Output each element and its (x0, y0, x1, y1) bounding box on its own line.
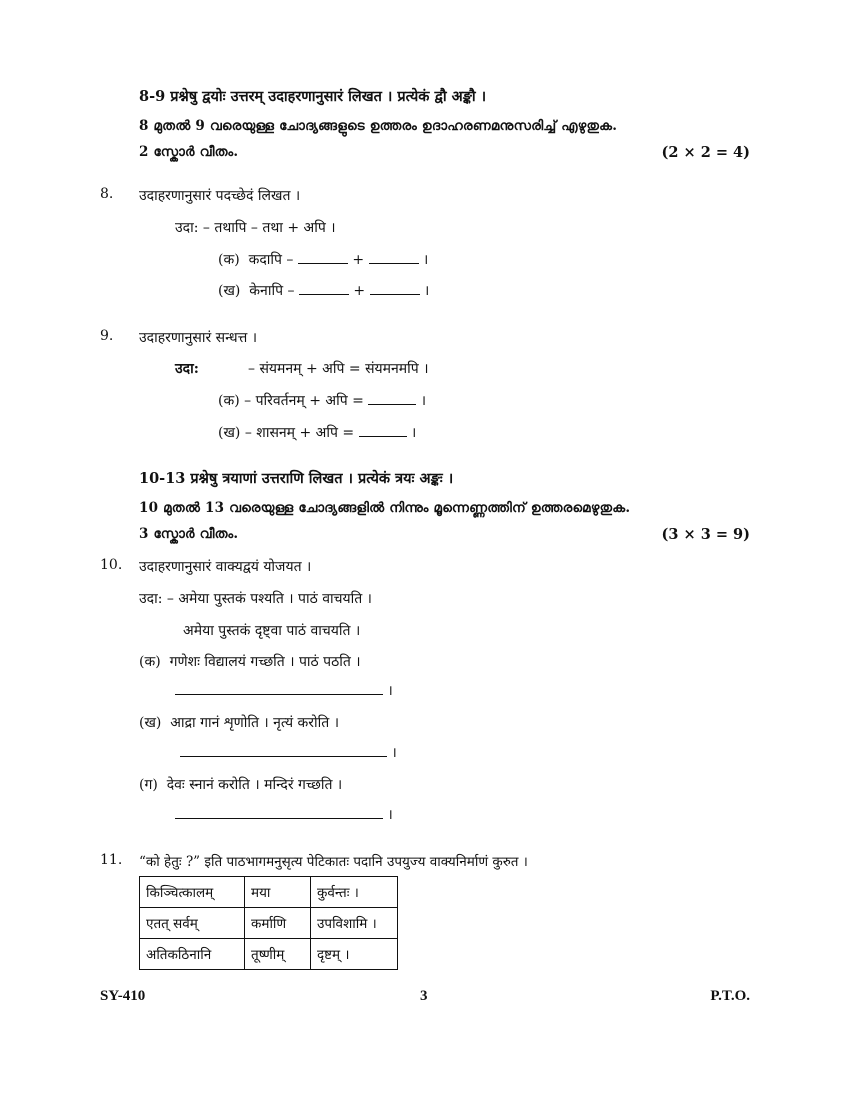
question-10-example-line1: उदा: – अमेया पुस्तकं पश्यति । पाठं वाचयति । (139, 591, 372, 607)
question-10-example-line2: अमेया पुस्तकं दृष्ट्वा पाठं वाचयति । (183, 623, 361, 639)
table-cell: कुर्वन्तः । (311, 877, 398, 908)
question-8-number: 8. (100, 186, 114, 202)
question-11-number: 11. (100, 852, 123, 868)
table-cell: उपविशामि । (311, 908, 398, 939)
question-9-option-b (218, 423, 416, 442)
danda: । (391, 745, 397, 761)
answer-blank[interactable] (298, 251, 348, 264)
question-8-text: उदाहरणानुसारं पदच्छेदं लिखत । (139, 188, 301, 204)
option-label: (ख) (218, 283, 241, 299)
option-label: (ख) (218, 425, 241, 441)
question-9-option-a (218, 391, 426, 410)
table-cell: किञ्चित्कालम् (140, 877, 245, 908)
section-a-marks: (2 × 2 = 4) (661, 144, 750, 161)
question-8-option-a (218, 250, 428, 269)
plus-sign: + (353, 283, 366, 299)
option-text: देवः स्नानं करोति । मन्दिरं गच्छति । (166, 777, 343, 793)
question-9-example-label: उदा: (175, 361, 199, 377)
answer-blank[interactable] (175, 806, 383, 819)
option-text: गणेशः विद्यालयं गच्छति । पाठं पठति । (169, 654, 361, 670)
table-cell: तूष्णीम् (245, 939, 311, 970)
option-text: केनापि – (249, 283, 295, 299)
option-label: (ख) (139, 715, 162, 731)
answer-blank[interactable] (369, 251, 419, 264)
question-10-option-c (139, 775, 342, 794)
question-10-option-a (139, 652, 361, 671)
danda: । (387, 683, 393, 699)
question-11-text: “को हेतुः ?” इति पाठभागमनुसृत्य पेटिकातः पदानि उपयुज्य वाक्यनिर्माणं कुरुत । (139, 854, 528, 870)
table-row (140, 877, 398, 908)
table-cell: अतिकठिनानि (140, 939, 245, 970)
question-8-example: उदा: – तथापि – तथा + अपि । (175, 220, 336, 236)
question-9-number: 9. (100, 328, 114, 344)
answer-blank[interactable] (175, 682, 383, 695)
option-label: (क) (218, 252, 240, 268)
option-label: (ग) (139, 777, 158, 793)
section-b-malayalam-line1: 10 മുതൽ 13 വരെയുള്ള ചോദ്യങ്ങളിൽ നിന്നും മൂന്നെണ്ണത്തിന് ഉത്തരമെഴുതുക. (139, 500, 631, 516)
option-text: – परिवर्तनम् + अपि = (244, 393, 364, 409)
option-text: – शासनम् + अपि = (244, 425, 355, 441)
section-b-malayalam-line2: 3 സ്കോർ വീതം. (139, 526, 239, 542)
page-number: 3 (420, 988, 428, 1004)
question-10-answer-c (175, 805, 393, 824)
word-box-table (139, 876, 398, 970)
question-10-number: 10. (100, 557, 123, 573)
table-row (140, 939, 398, 970)
option-text: आद्रा गानं शृणोति । नृत्यं करोति । (170, 715, 340, 731)
question-9-text: उदाहरणानुसारं सन्धत्त । (139, 330, 258, 346)
table-row (140, 908, 398, 939)
answer-blank[interactable] (368, 392, 416, 405)
question-10-option-b (139, 713, 339, 732)
table-cell: कर्माणि (245, 908, 311, 939)
table-cell: दृष्टम् । (311, 939, 398, 970)
section-a-malayalam-line2: 2 സ്കോർ വീതം. (139, 144, 239, 160)
answer-blank[interactable] (180, 744, 387, 757)
danda: । (422, 252, 429, 268)
question-9-example-text: – संयमनम् + अपि = संयमनमपि । (248, 361, 429, 377)
paper-code: SY-410 (100, 988, 146, 1004)
option-label: (क) (139, 654, 161, 670)
danda: । (411, 425, 417, 441)
plus-sign: + (352, 252, 365, 268)
option-text: कदापि – (248, 252, 294, 268)
section-b-marks: (3 × 3 = 9) (661, 526, 750, 543)
danda: । (420, 393, 427, 409)
question-8-option-b (218, 281, 429, 300)
option-label: (क) (218, 393, 240, 409)
section-a-malayalam-line1: 8 മുതൽ 9 വരെയുള്ള ചോദ്യങ്ങളുടെ ഉത്തരം ഉദാഹരണമനുസരിച്ച് എഴുതുക. (139, 118, 618, 134)
section-b-sanskrit-heading: 10-13 प्रश्नेषु त्रयाणां उत्तराणि लिखत । प्रत्येकं त्रयः अङ्कः । (139, 470, 454, 487)
table-cell: मया (245, 877, 311, 908)
question-10-answer-b (180, 743, 397, 762)
table-cell: एतत् सर्वम् (140, 908, 245, 939)
danda: । (424, 283, 430, 299)
section-a-sanskrit-heading: 8-9 प्रश्नेषु द्वयोः उत्तरम् उदाहरणानुसारं लिखत । प्रत्येकं द्वौ अङ्कौ । (139, 88, 487, 105)
question-10-answer-a (175, 681, 393, 700)
answer-blank[interactable] (299, 282, 349, 295)
danda: । (387, 807, 393, 823)
pto-label: P.T.O. (710, 988, 750, 1004)
answer-blank[interactable] (370, 282, 420, 295)
question-10-text: उदाहरणानुसारं वाक्यद्वयं योजयत । (139, 559, 312, 575)
answer-blank[interactable] (359, 424, 407, 437)
